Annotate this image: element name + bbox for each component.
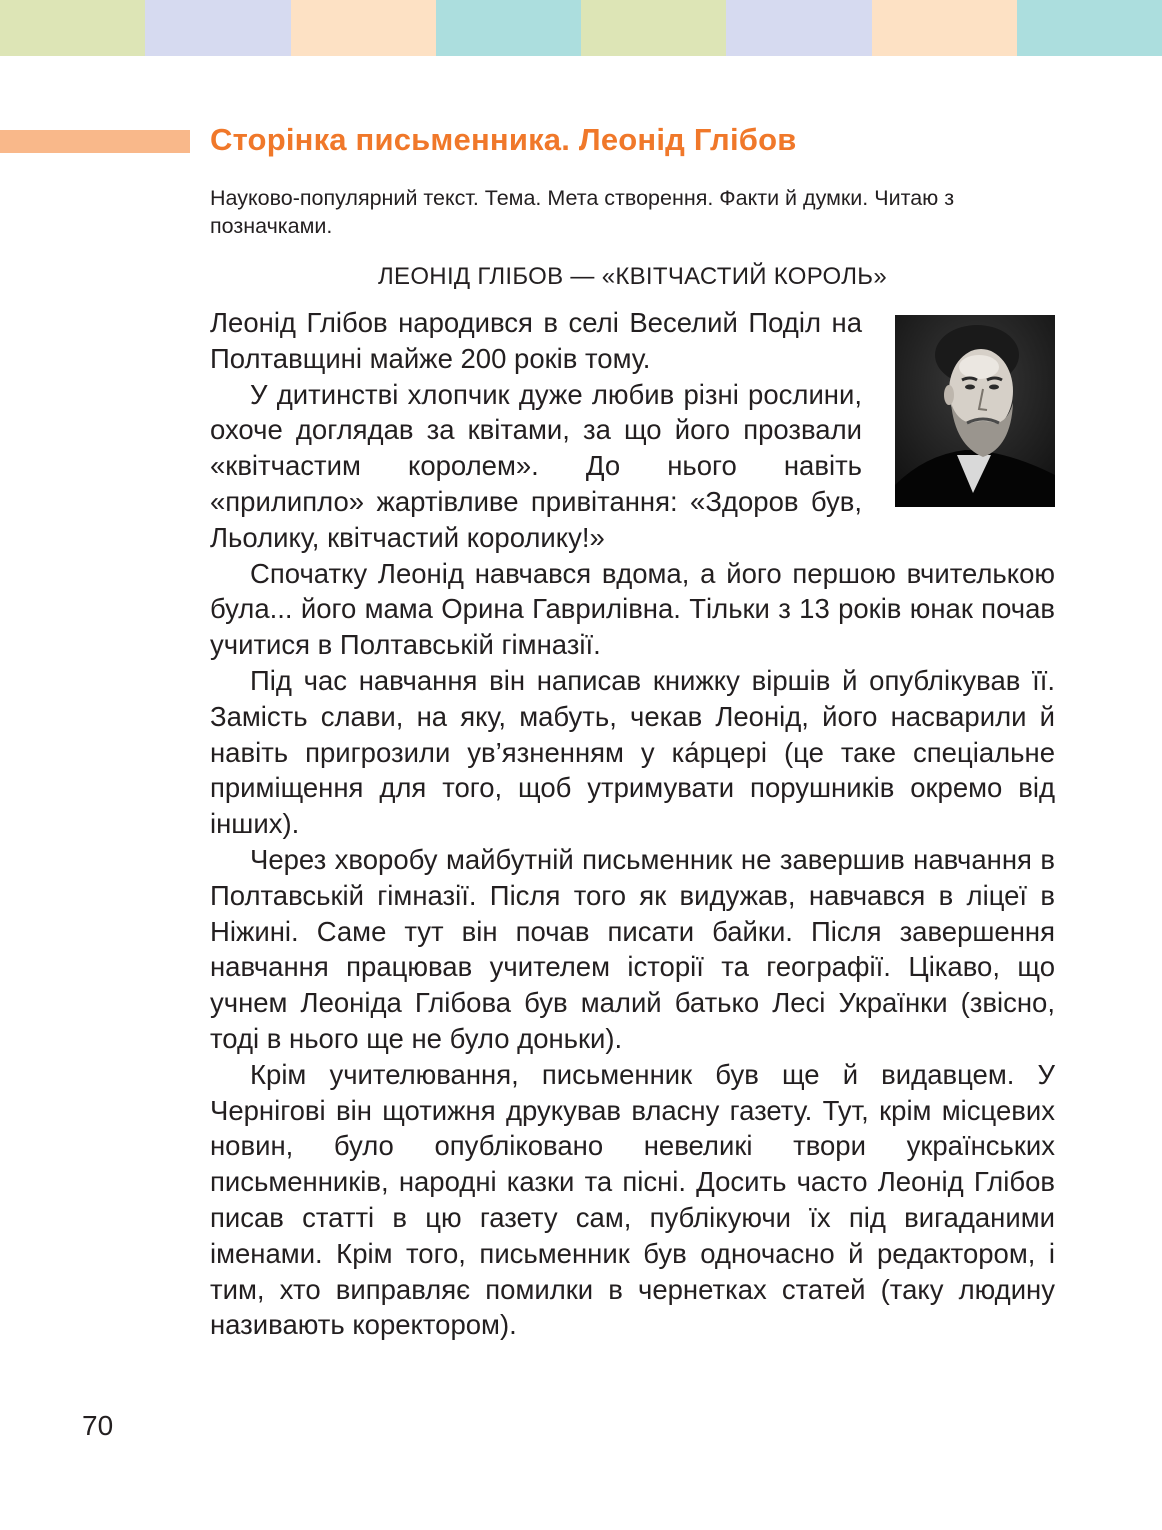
stripe-segment bbox=[726, 0, 871, 56]
stripe-segment bbox=[872, 0, 1017, 56]
page-title: Сторінка письменника. Леонід Глібов bbox=[210, 122, 797, 157]
paragraph: Під час навчання він написав книжку віршів й опублікував її. Замість слави, на яку, мабуть, чекав Леонід, його насварили й навіть пригрозили ув’язненням у ка́рцері (це таке спеціальне приміщення для того, щоб утримувати порушників окремо від інших). bbox=[210, 664, 1055, 840]
stripe-segment bbox=[0, 0, 145, 56]
lesson-subtitle: Науково-популярний текст. Тема. Мета створення. Факти й думки. Читаю з позначками. bbox=[210, 186, 955, 238]
stripe-segment bbox=[581, 0, 726, 56]
article-body bbox=[210, 305, 1055, 1343]
stripe-segment bbox=[145, 0, 290, 56]
title-accent-bar bbox=[0, 130, 190, 153]
stripe-segment bbox=[1017, 0, 1162, 56]
stripe-segment bbox=[436, 0, 581, 56]
stripe-segment bbox=[291, 0, 436, 56]
page-number: 70 bbox=[82, 1410, 114, 1441]
paragraph: Спочатку Леонід навчався вдома, а його першою вчителькою була... його мама Орина Гаврилівна. Тільки з 13 років юнак почав учитися в Полтавській гімназії. bbox=[210, 557, 1055, 661]
paragraph: У дитинстві хлопчик дуже любив різні рослини, охоче доглядав за квітами, за що його прозвали «квітчастим королем». До нього навіть «прилипло» жартівливе привітання: «Здоров був, Льолику, квітчастий королику!» bbox=[210, 378, 862, 553]
paragraph: Крім учителювання, письменник був ще й видавцем. У Чернігові він щотижня друкував власну газету. Тут, крім місцевих новин, було опубліковано невеликі твори українських письменників, народні казки та пісні. Досить часто Леонід Глібов писав статті в цю газету сам, публікуючи їх під вигаданими іменами. Крім того, письменник був одночасно й редактором, і тим, хто виправляє помилки в чернетках статей (таку людину називають коректором). bbox=[210, 1058, 1055, 1341]
paragraph: Леонід Глібов народився в селі Веселий Поділ на Полтавщині майже 200 років тому. bbox=[210, 307, 862, 374]
article-title: ЛЕОНІД ГЛІБОВ — «КВІТЧАСТИЙ КОРОЛЬ» bbox=[377, 263, 887, 290]
decorative-color-stripe bbox=[0, 0, 1162, 56]
paragraph: Через хворобу майбутній письменник не завершив навчання в Полтавській гімназії. Після того як видужав, навчався в ліцеї в Ніжині. Саме тут він почав писати байки. Після завершення навчання працював учителем історії та географії. Цікаво, що учнем Леоніда Глібова був малий батько Лесі Українки (звісно, тоді в нього ще не було доньки). bbox=[210, 843, 1055, 1054]
